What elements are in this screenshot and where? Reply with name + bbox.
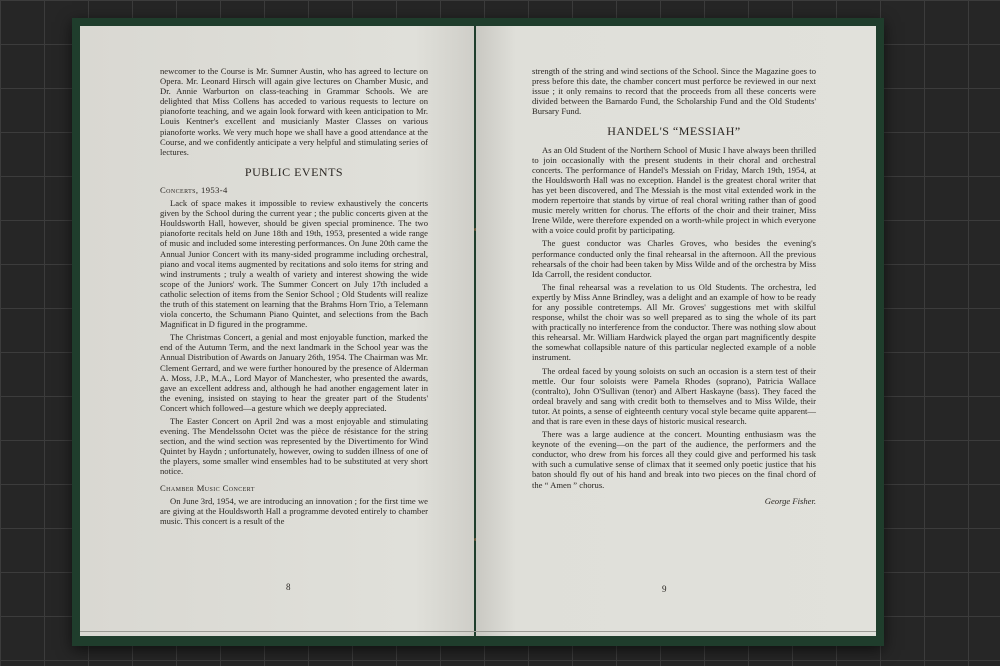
booklet-spread xyxy=(72,18,884,646)
concerts-paragraph-2: The Christmas Concert, a genial and most enjoyable function, marked the end of the Autumn Term, and the next landmark in the School year was the Annual Distribution of Awards on January 26th, 1954. The Chairman was Mr. Clement Gerrard, and we were further honoured by the presence of Alderman A. Moss, J.P., M.A., Lord Mayor of Manchester, who presented the awards, gave an excellent address and, although he had another engagement later in the evening, insisted on staying to hear the greater part of the Students' Concert which followed—a gesture which we deeply appreciated. xyxy=(160,332,428,413)
chamber-music-paragraph: On June 3rd, 1954, we are introducing an innovation ; for the first time we are giving at the Houldsworth Hall a programme devoted entirely to chamber music. This concert is a result of the xyxy=(160,495,428,526)
right-intro-paragraph: strength of the string and wind sections of the School. Since the Magazine goes to press before this date, the chamber concert must perforce be reviewed in our next issue ; it only remains to record that the proceeds from all these concerts were divided between the Barnardo Fund, the Scholarship Fund and the Old Students' Bursary Fund. xyxy=(532,66,816,117)
left-page xyxy=(80,26,474,636)
right-page xyxy=(476,26,876,636)
right-text-column xyxy=(532,66,816,506)
left-page-number: 8 xyxy=(286,582,291,592)
page-bottom-edge xyxy=(80,631,876,632)
messiah-paragraph-4: The ordeal faced by young soloists on such an occasion is a stern test of their mettle. Our four soloists were Pamela Rhodes (soprano), Patricia Wallace (contralto), John O'Sullivan (tenor) and Albert Haskayne (bass). They faced the ordeal bravely and sang with credit both to themselves and to Miss Wilde, their tutor. At points, a sense of eighteenth century vocal style became quite apparent—and that is rare even in these days of historic musical research. xyxy=(532,365,816,426)
left-text-column xyxy=(160,66,428,529)
messiah-heading: HANDEL'S “MESSIAH” xyxy=(607,124,741,139)
right-page-number: 9 xyxy=(662,584,667,594)
messiah-paragraph-1: As an Old Student of the Northern School of Music I have always been thrilled to join occasionally with the present students in their choral and orchestral concerts. The performance of Handel's Messiah on Friday, March 19th, 1954, at the Houldsworth Hall was no exception. Handel is the greatest choral writer that has yet been discovered, and The Messiah is the most vital extended work in the modern repertoire that stands by virtue of real choral writing rather than of good music merely written for chorus. The efforts of the choir and their trainer, Miss Irene Wilde, were therefore expended on a worth-while project in which everyone with a voice could profit by participating. xyxy=(532,144,816,236)
author-signature: George Fisher. xyxy=(764,495,816,506)
messiah-paragraph-3: The final rehearsal was a revelation to us Old Students. The orchestra, led expertly by Miss Anne Brindley, was a delight and an example of how to be ready for any possible contretemps. All Mr. Groves' suggestions met with skilful response, whilst the choir was so well prepared as to sing the whole of its part with practically no interference from the conductor. There was nothing slow about this rehearsal. Mr. William Hardwick played the organ part magnificently despite the somewhat collapsible nature of this particular neglected example of a noble instrument. xyxy=(532,281,816,363)
concerts-paragraph-3: The Easter Concert on April 2nd was a most enjoyable and stimulating evening. The Mendelssohn Octet was the pièce de résistance for the string section, and the wind section was represented by the Divertimento for Wind Quintet by Haydn ; unfortunately, however, owing to sudden illness of one of the players, some smaller wind ensembles had to be substituted at very short notice. xyxy=(160,416,428,477)
messiah-paragraph-2: The guest conductor was Charles Groves, who besides the evening's performance conducted only the final rehearsal in the afternoon. All the previous rehearsals of the choir had been taken by Miss Wilde and of the orchestra by Miss Ida Carroll, the resident conductor. xyxy=(532,238,816,279)
messiah-paragraph-5: There was a large audience at the concert. Mounting enthusiasm was the keynote of the evening—on the part of the audience, the performers and the conductor, who drew from his forces all they could give and performed his task with such a cumulative sense of climax that it seemed only poetic justice that his baton should fly out of his hand and break into two pieces on the final chord of the “ Amen ” chorus. xyxy=(532,429,816,490)
public-events-heading: PUBLIC EVENTS xyxy=(244,164,344,179)
chamber-music-subheading: Chamber Music Concert xyxy=(160,482,255,493)
left-intro-paragraph: newcomer to the Course is Mr. Sumner Austin, who has agreed to lecture on Opera. Mr. Leonard Hirsch will again give lectures on Chamber Music, and Dr. Annie Warburton on class-teaching in Grammar Schools. We are delighted that Miss Collens has acceded to various requests to lecture on pianoforte teaching, and we again look forward with keen anticipation to Mr. Louis Kentner's excellent and musicianly Master Classes on various pianoforte works. We very much hope we shall have a good attendance at the Course, and we confidently anticipate a very helpful and stimulating series of lectures. xyxy=(160,66,428,157)
concerts-subheading: Concerts, 1953-4 xyxy=(160,184,228,195)
concerts-paragraph-1: Lack of space makes it impossible to review exhaustively the concerts given by the School during the current year ; the public concerts given at the Houldsworth Hall, however, should be given special prominence. The two pianoforte recitals held on June 18th and 19th, 1953, presented a wide range of music and included some interesting performances. On June 20th came the Annual Junior Concert with its many-sided programme including orchestral, piano and vocal items augmented by recitations and solo items for string and wind instruments ; truly a wealth of variety and interest showing the wide scope of the Juniors' work. The Summer Concert on July 17th included a catholic selection of items from the Senior School ; Old Students will realize the truth of this statement on learning that the Brahms Horn Trio, a Telemann viola concerto, the Schumann Piano Quintet, and selections from the Bach Magnificat in D figured in the programme. xyxy=(160,198,428,330)
